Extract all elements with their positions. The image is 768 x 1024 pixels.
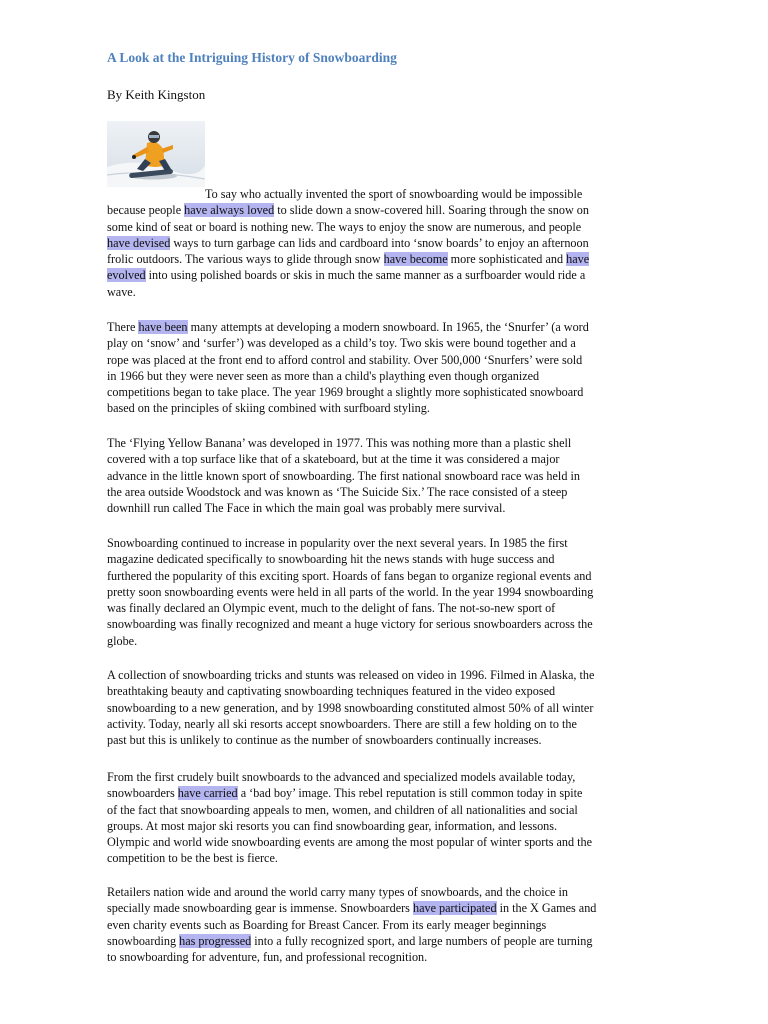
text-line <box>107 535 659 551</box>
text-run: From the first crudely built snowboards to the advanced and specialized models available today, <box>107 770 576 784</box>
paragraph-4 <box>107 535 659 649</box>
text-run: Retailers nation wide and around the world carry many types of snowboards, and the choice in <box>107 885 568 899</box>
highlighted-phrase: have carried <box>177 786 238 801</box>
text-line <box>107 769 659 785</box>
text-line <box>107 319 659 335</box>
highlighted-phrase: has progressed <box>179 933 252 948</box>
text-run: snowboarding was finally recognized and meant a huge victory for serious snowboarders across the <box>107 617 593 632</box>
text-run: furthered the popularity of this exciting sport. Hoards of fans began to organize regional events and <box>107 568 592 583</box>
paragraph-7 <box>107 884 659 965</box>
text-line <box>107 818 659 834</box>
text-run: competitions began to take place. The year 1969 brought a slightly more sophisticated snowboard <box>107 385 584 400</box>
text-line <box>107 484 659 500</box>
text-run: the area outside Woodstock and was known as ‘The Suicide Six.’ The race consisted of a steep <box>107 484 568 499</box>
highlighted-phrase: evolved <box>107 268 146 283</box>
text-line <box>107 683 659 699</box>
text-run: in the X Games and <box>496 901 597 916</box>
highlighted-phrase: have participated <box>412 901 497 916</box>
paragraph-3 <box>107 435 659 516</box>
text-run: A collection of snowboarding tricks and stunts was released on video in 1996. Filmed in Alaska, the <box>107 668 595 682</box>
text-run: more sophisticated and <box>447 252 567 267</box>
text-run: specially made snowboarding gear is immense. Snowboarders <box>107 901 413 916</box>
text-line <box>107 850 659 866</box>
text-run: activity. Today, nearly all ski resorts accept snowboarders. There are still a few holding on to the <box>107 716 577 731</box>
text-run: rope was placed at the front end to afford control and stability. Over 500,000 ‘Snurfers’ were sold <box>107 352 583 367</box>
text-run: globe. <box>107 633 138 648</box>
text-run: in 1966 but they were never seen as more than a child's plaything even though organized <box>107 368 540 383</box>
highlighted-phrase: have devised <box>107 235 171 250</box>
text-line <box>107 284 659 300</box>
text-run: frolic outdoors. The various ways to glide through snow <box>107 252 384 267</box>
highlighted-phrase: have become <box>383 252 448 267</box>
text-run: to slide down a snow-covered hill. Soaring through the snow on <box>274 203 589 218</box>
text-line <box>107 667 659 683</box>
text-run: of the fact that snowboarding appeals to men, women, and children of all nationalities and social <box>107 802 578 817</box>
article-byline: By Keith Kingston <box>107 87 206 102</box>
text-line <box>107 352 659 368</box>
text-line <box>107 551 659 567</box>
text-line <box>107 384 659 400</box>
text-run: to snowboarding for adventure, fun, and professional recognition. <box>107 950 428 965</box>
text-run: Snowboarding continued to increase in popularity over the next several years. In 1985 the first <box>107 536 568 550</box>
text-line <box>107 633 659 649</box>
text-line <box>107 917 659 933</box>
text-run: covered with a top surface like that of a skateboard, but at the time it was considered a major <box>107 452 560 467</box>
text-line <box>107 933 659 949</box>
text-line <box>107 716 659 732</box>
paragraph-6 <box>107 769 659 867</box>
text-line <box>107 732 659 748</box>
text-line <box>107 884 659 900</box>
text-line <box>107 834 659 850</box>
text-run: To say who actually invented the sport of snowboarding would be impossible <box>205 187 583 201</box>
paragraph-1 <box>107 186 659 300</box>
text-run: Olympic and world wide snowboarding events are among the most popular of winter sports and the <box>107 835 593 850</box>
text-run: play on ‘snow’ and ‘surfer’) was developed as a child’s toy. Two skis were bound together and a <box>107 336 576 351</box>
text-run: pretty soon snowboarding events were held in all parts of the world. In the year 1994 snowboarding <box>107 584 594 599</box>
text-line <box>107 468 659 484</box>
text-run: snowboarding <box>107 933 180 948</box>
text-line <box>107 949 659 965</box>
highlighted-phrase: have <box>566 252 590 267</box>
text-run: snowboarding to a new generation, and by 1998 snowboarding constituted almost 50% of all winter <box>107 700 594 715</box>
text-line <box>107 616 659 632</box>
text-run: a ‘bad boy’ image. This rebel reputation is still common today in spite <box>237 786 583 801</box>
text-run: There <box>107 320 139 334</box>
text-run: past but this is unlikely to continue as the number of snowboarders continually increases. <box>107 733 542 748</box>
text-line <box>107 235 659 251</box>
text-run: was finally declared an Olympic event, much to the delight of fans. The not-so-new sport of <box>107 601 556 616</box>
text-run: magazine dedicated specifically to snowboarding hit the news stands with huge success and <box>107 552 555 567</box>
article-title: A Look at the Intriguing History of Snowboarding <box>107 50 397 65</box>
text-line <box>107 368 659 384</box>
text-run: competition to be the best is fierce. <box>107 851 278 866</box>
text-line <box>107 500 659 516</box>
text-line <box>107 785 659 801</box>
text-run: into a fully recognized sport, and large numbers of people are turning <box>251 933 593 948</box>
text-run: ways to turn garbage can lids and cardboard into ‘snow boards’ to enjoy an afternoon <box>170 235 589 250</box>
text-line <box>107 700 659 716</box>
text-line <box>107 186 659 202</box>
text-run: breathtaking beauty and captivating snowboarding techniques featured in the video exposed <box>107 684 556 699</box>
text-run: many attempts at developing a modern snowboard. In 1965, the ‘Snurfer’ (a word <box>187 320 589 334</box>
text-run: into using polished boards or skis in much the same manner as a surfboarder would ride a <box>145 268 586 283</box>
text-line <box>107 900 659 916</box>
text-run: even charity events such as Boarding for Breast Cancer. From its early meager beginnings <box>107 917 547 932</box>
text-line <box>107 251 659 267</box>
highlighted-phrase: have always loved <box>184 203 275 218</box>
text-line <box>107 802 659 818</box>
text-line <box>107 267 659 283</box>
text-line <box>107 335 659 351</box>
text-line <box>107 435 659 451</box>
text-run: some kind of seat or board is nothing new. The ways to enjoy the snow are numerous, and people <box>107 219 582 234</box>
text-run: because people <box>107 203 185 218</box>
text-line <box>107 600 659 616</box>
text-run: advance in the little known sport of snowboarding. The first national snowboard race was held in <box>107 468 580 483</box>
paragraph-2 <box>107 319 659 417</box>
text-run: downhill run called The Face in which the main goal was probably mere survival. <box>107 501 506 516</box>
snowboarder-photo <box>107 121 205 187</box>
text-line <box>107 568 659 584</box>
text-line <box>107 219 659 235</box>
text-run: The ‘Flying Yellow Banana’ was developed in 1977. This was nothing more than a plastic shell <box>107 436 572 450</box>
highlighted-phrase: have been <box>138 320 188 334</box>
text-line <box>107 584 659 600</box>
text-run: groups. At most major ski resorts you can find snowboarding gear, information, and lessons. <box>107 818 558 833</box>
text-line <box>107 400 659 416</box>
text-run: snowboarders <box>107 786 178 801</box>
text-run: wave. <box>107 284 136 299</box>
text-line <box>107 451 659 467</box>
text-line <box>107 202 659 218</box>
paragraph-5 <box>107 667 659 748</box>
text-run: based on the principles of skiing combined with surfboard styling. <box>107 401 430 416</box>
